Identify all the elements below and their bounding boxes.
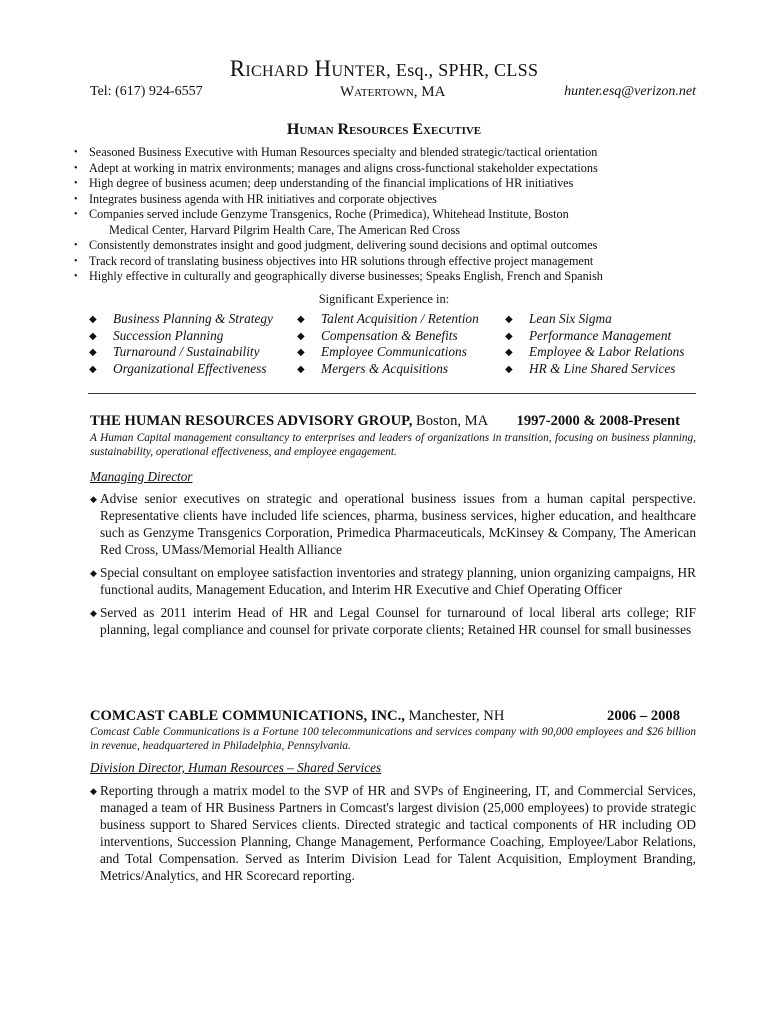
summary-item <box>74 192 694 208</box>
headline: Human Resources Executive <box>286 121 482 138</box>
summary-item <box>74 207 694 238</box>
summary-item <box>74 238 694 254</box>
diamond-icon: ◆ <box>297 363 305 375</box>
significant-experience-title: Significant Experience in: <box>318 292 450 306</box>
summary-text: High degree of business acumen; deep understanding of the financial implications of HR initiatives <box>89 176 574 190</box>
skill-item <box>89 344 273 361</box>
summary-item <box>74 161 694 177</box>
summary-text: Seasoned Business Executive with Human Resources specialty and blended strategic/tactical orientation <box>89 145 598 159</box>
name-separator: , <box>386 60 396 80</box>
phone <box>90 84 203 100</box>
bullet-icon: • <box>74 271 78 282</box>
summary-text: Highly effective in culturally and geographically diverse businesses; Speaks English, French and Spanish <box>89 269 603 283</box>
job-dates: 1997-2000 & 2008-Present <box>516 413 680 429</box>
job-bullet <box>90 490 696 558</box>
job-bullets <box>90 782 696 890</box>
skill-item <box>89 311 273 328</box>
job-bullet <box>90 782 696 884</box>
summary-item <box>74 254 694 270</box>
job-header <box>90 413 680 430</box>
bullet-icon: • <box>74 209 78 220</box>
skill-text: HR & Line Shared Services <box>529 360 676 376</box>
credentials: Esq., SPHR, CLSS <box>395 60 539 80</box>
summary-item <box>74 145 694 161</box>
skill-item <box>505 344 684 361</box>
candidate-name <box>0 56 768 82</box>
skill-item <box>505 328 684 345</box>
bullet-icon: • <box>74 240 78 251</box>
summary-text: Track record of translating business objectives into HR solutions through effective project management <box>89 253 594 268</box>
skill-item <box>297 311 479 328</box>
skill-text: Succession Planning <box>113 327 224 343</box>
diamond-icon: ◆ <box>505 347 513 359</box>
bullet-icon: • <box>74 147 78 158</box>
diamond-icon: ◆ <box>89 363 97 375</box>
skill-text: Employee & Labor Relations <box>529 344 685 360</box>
job-header <box>90 708 680 725</box>
diamond-icon: ◆ <box>90 786 97 796</box>
diamond-icon: ◆ <box>297 330 305 342</box>
phone-label: Tel: <box>90 84 112 99</box>
skill-item <box>297 361 479 378</box>
skill-text: Lean Six Sigma <box>529 311 612 326</box>
skill-item <box>297 344 479 361</box>
skill-text: Business Planning & Strategy <box>113 311 273 326</box>
skill-text: Compensation & Benefits <box>321 327 458 343</box>
summary-text: Companies served include Genzyme Transgenics, Roche (Primedica), Whitehead Institute, Boston <box>89 207 569 221</box>
bullet-icon: • <box>74 193 78 205</box>
email[interactable]: hunter.esq@verizon.net <box>564 84 696 99</box>
company-location: Boston, MA <box>412 413 489 429</box>
summary-text: Adept at working in matrix environments; manages and aligns cross-functional stakeholder expectations <box>89 160 598 175</box>
bullet-icon: • <box>74 178 78 189</box>
summary-list <box>74 145 694 285</box>
bullet-icon: • <box>74 162 78 174</box>
job-dates: 2006 – 2008 <box>607 708 680 724</box>
skills-column-2 <box>297 311 479 377</box>
summary-item <box>74 176 694 192</box>
summary-text: Consistently demonstrates insight and good judgment, delivering sound decisions and optimal outcomes <box>89 238 598 252</box>
diamond-icon: ◆ <box>90 494 97 504</box>
skills-column-1 <box>89 311 273 377</box>
diamond-icon: ◆ <box>505 314 513 325</box>
diamond-icon: ◆ <box>297 314 305 325</box>
bullet-text: Advise senior executives on strategic and operational business issues from a human capital perspective. Representative clients have included life sciences, pharma, business services, higher education, and healthcare such as Genzyme Transgenics Corporation, Primedica Pharmaceuticals, McKinsey & Company, The American Red Cross, UMass/Memorial Health Alliance <box>100 491 696 557</box>
skill-item <box>89 361 273 378</box>
skill-text: Employee Communications <box>321 344 467 360</box>
skill-text: Organizational Effectiveness <box>113 360 267 376</box>
summary-text: Integrates business agenda with HR initiatives and corporate objectives <box>89 191 437 206</box>
summary-item <box>74 269 694 285</box>
job-title: Managing Director <box>90 469 193 484</box>
company-location: Manchester, NH <box>404 708 505 724</box>
bullet-icon: • <box>74 255 78 267</box>
skill-item <box>505 361 684 378</box>
job-bullets <box>90 490 696 644</box>
bullet-text: Reporting through a matrix model to the SVP of HR and SVPs of Engineering, IT, and Commercial Services, managed a team of HR Business Partners in Comcast's largest division (25,000 employees) to provide strategic business support to Shared Services clients. Directed strategic and tactical components of HR including OD interventions, Succession Planning, Change Management, Performance Coaching, Employee/Labor Relations, and Total Compensation. Served as Interim Division Lead for Talent Acquisition, Employment Branding, Metrics/Analytics, and HR Scorecard reporting. <box>100 783 696 883</box>
company-description: Comcast Cable Communications is a Fortune 100 telecommunications and services company with 90,000 employees and $26 billion in revenue, headquartered in Philadelphia, Pennsylvania. <box>90 726 696 752</box>
job-bullet <box>90 604 696 638</box>
diamond-icon: ◆ <box>89 347 97 359</box>
phone-number: (617) 924-6557 <box>115 84 203 99</box>
company-name: THE HUMAN RESOURCES ADVISORY GROUP, <box>90 413 413 429</box>
job-title: Division Director, Human Resources – Shared Services <box>90 760 382 775</box>
diamond-icon: ◆ <box>89 314 97 325</box>
skill-item <box>505 311 684 328</box>
section-divider <box>88 393 696 394</box>
skill-text: Turnaround / Sustainability <box>113 344 260 360</box>
skill-text: Mergers & Acquisitions <box>321 360 449 376</box>
skills-column-3 <box>505 311 684 377</box>
diamond-icon: ◆ <box>505 363 513 375</box>
skill-item <box>89 328 273 345</box>
skill-text: Talent Acquisition / Retention <box>321 311 479 326</box>
company-description: A Human Capital management consultancy to enterprises and leaders of organizations in transition, focusing on business planning, sustainability, operational effectiveness, and employee engagement. <box>90 432 696 458</box>
company-name: COMCAST CABLE COMMUNICATIONS, INC., <box>90 708 405 724</box>
job-bullet <box>90 564 696 598</box>
bullet-text: Special consultant on employee satisfaction inventories and strategy planning, union organizing campaigns, HR functional audits, Management Education, and Interim HR Executive and Chief Operating Officer <box>100 565 696 597</box>
name-text: Richard Hunter <box>229 56 387 81</box>
location: Watertown, MA <box>340 84 446 100</box>
diamond-icon: ◆ <box>505 330 513 342</box>
diamond-icon: ◆ <box>90 568 97 578</box>
skill-item <box>297 328 479 345</box>
bullet-text: Served as 2011 interim Head of HR and Legal Counsel for turnaround of local liberal arts college; RIF planning, legal compliance and counsel for private corporate clients; Retained HR counsel for small businesses <box>100 605 696 637</box>
summary-text-continued: Medical Center, Harvard Pilgrim Health Care, The American Red Cross <box>109 222 460 237</box>
diamond-icon: ◆ <box>89 330 97 342</box>
diamond-icon: ◆ <box>297 347 305 359</box>
diamond-icon: ◆ <box>90 608 97 618</box>
skill-text: Performance Management <box>529 327 672 343</box>
